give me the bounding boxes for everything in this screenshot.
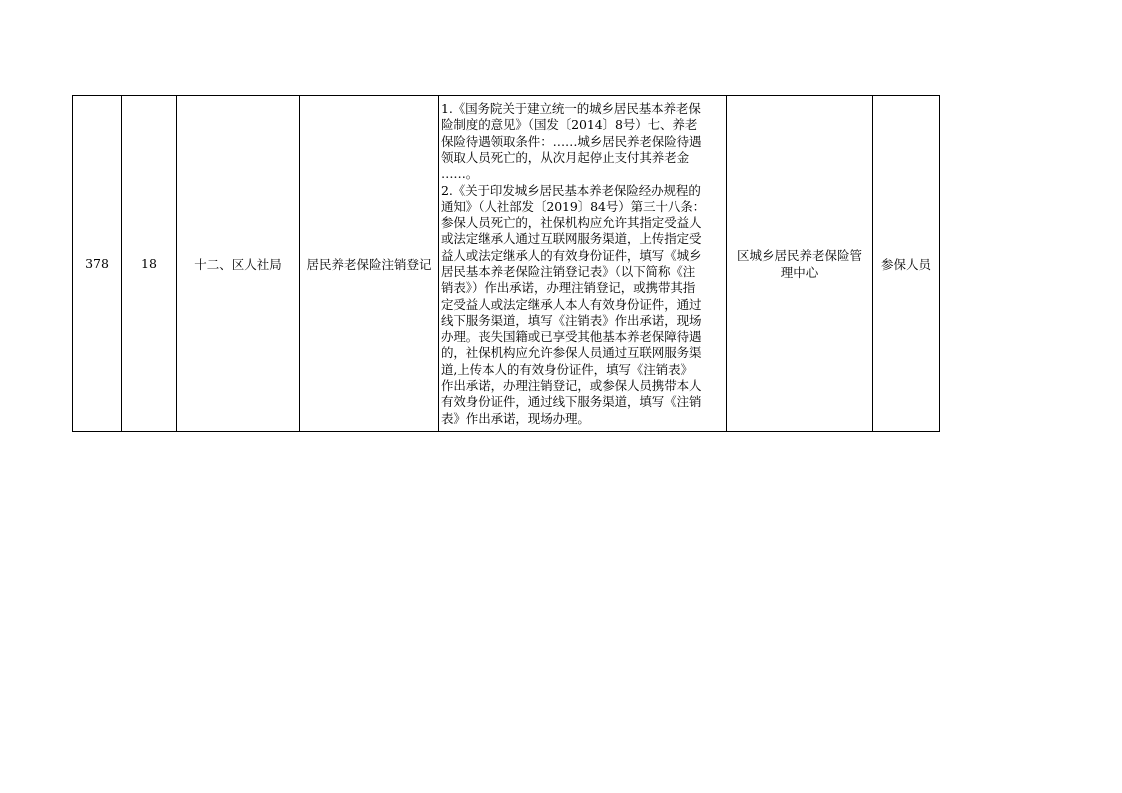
item-name-cell: 居民养老保险注销登记 [300, 96, 439, 432]
legal-basis-paragraph: 2.《关于印发城乡居民基本养老保险经办规程的 通知》（人社部发〔2019〕84号）第三十八条： 参保人员死亡的，社保机构应允许其指定受益人 或法定继承人通过互联网服务渠道，上传指定受 益人或法定继承人的有效身份证件，填写《城乡 居民基本养老保险注销登记表》（以下简称《注 销表》）作出承诺，办理注销登记，或携带其指 定受益人或法定继承人本人有效身份证件，通过 线下服务渠道，填写《注销表》作出承诺，现场 办理。丧失国籍或已享受其他基本养老保障待遇 的，社保机构应允许参保人员通过互联网服务渠 道,上传本人的有效身份证件，填写《注销表》 作出承诺，办理注销登记，或参保人员携带本人 有效身份证件，通过线下服务渠道，填写《注销 表》作出承诺，现场办理。 [441, 182, 706, 426]
seq-cell: 378 [73, 96, 122, 432]
legal-basis-paragraph: 1.《国务院关于建立统一的城乡居民基本养老保 险制度的意见》（国发〔2014〕8号）七、养老 保险待遇领取条件：……城乡居民养老保险待遇 领取人员死亡的，从次月起停止支付其养老金 ……。 [441, 101, 702, 182]
sub-seq-cell: 18 [122, 96, 177, 432]
agency-cell [727, 96, 873, 432]
target-cell: 参保人员 [873, 96, 940, 432]
department-cell: 十二、区人社局 [177, 96, 300, 432]
table-row [73, 96, 940, 432]
agency-text: 区城乡居民养老保险管理中心 [736, 247, 862, 280]
legal-basis-cell [439, 96, 727, 432]
record-table [72, 95, 940, 432]
